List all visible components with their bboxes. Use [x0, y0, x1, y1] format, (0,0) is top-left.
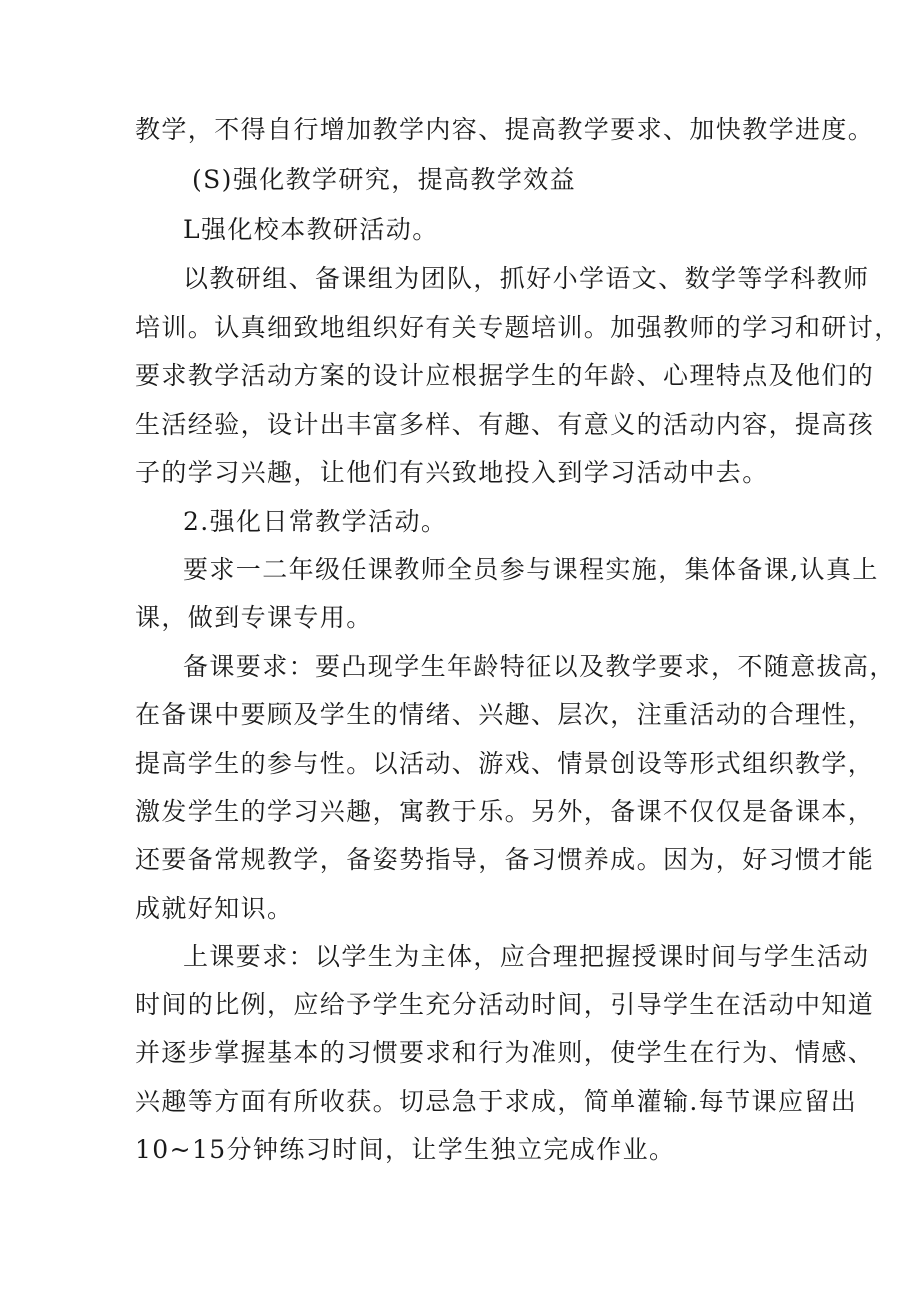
text-line: 兴趣等方面有所收获。切忌急于求成，简单灌输.每节课应留出 — [135, 1087, 858, 1116]
text-line: 时间的比例，应给予学生充分活动时间，引导学生在活动中知道 — [135, 990, 875, 1019]
subsection-heading: 2.强化日常教学活动。 — [183, 507, 448, 536]
text-line: 子的学习兴趣，让他们有兴致地投入到学习活动中去。 — [135, 458, 769, 487]
paragraph-first-line: 上课要求：以学生为主体，应合理把握授课时间与学生活动 — [183, 942, 870, 971]
text-line: 课，做到专课专用。 — [135, 603, 373, 632]
subsection-heading: L强化校本教研活动。 — [183, 215, 439, 244]
paragraph-first-line: 以教研组、备课组为团队，抓好小学语文、数学等学科教师 — [183, 264, 870, 293]
text-line: 还要备常规教学，备姿势指导，备习惯养成。因为，好习惯才能 — [135, 845, 875, 874]
text-line: 教学，不得自行增加教学内容、提高教学要求、加快教学进度。 — [135, 115, 875, 144]
text-line: 成就好知识。 — [135, 894, 294, 923]
section-heading: (S)强化教学研究，提高教学效益 — [192, 165, 577, 194]
text-line: 要求教学活动方案的设计应根据学生的年龄、心理特点及他们的 — [135, 361, 875, 390]
text-line: 提高学生的参与性。以活动、游戏、情景创设等形式组织教学， — [135, 749, 875, 778]
paragraph-first-line: 要求一二年级任课教师全员参与课程实施，集体备课,认真上 — [183, 555, 879, 584]
text-line: 并逐步掌握基本的习惯要求和行为准则，使学生在行为、情感、 — [135, 1038, 875, 1067]
text-line: 激发学生的学习兴趣，寓教于乐。另外，备课不仅仅是备课本， — [135, 797, 875, 826]
paragraph-first-line: 备课要求：要凸现学生年龄特征以及教学要求，不随意拔高， — [183, 652, 896, 681]
text-line: 生活经验，设计出丰富多样、有趣、有意义的活动内容，提高孩 — [135, 410, 875, 439]
text-line: 在备课中要顾及学生的情绪、兴趣、层次，注重活动的合理性， — [135, 700, 875, 729]
text-line: 培训。认真细致地组织好有关专题培训。加强教师的学习和研讨， — [135, 313, 901, 342]
text-line: 10~15分钟练习时间，让学生独立完成作业。 — [135, 1135, 676, 1164]
